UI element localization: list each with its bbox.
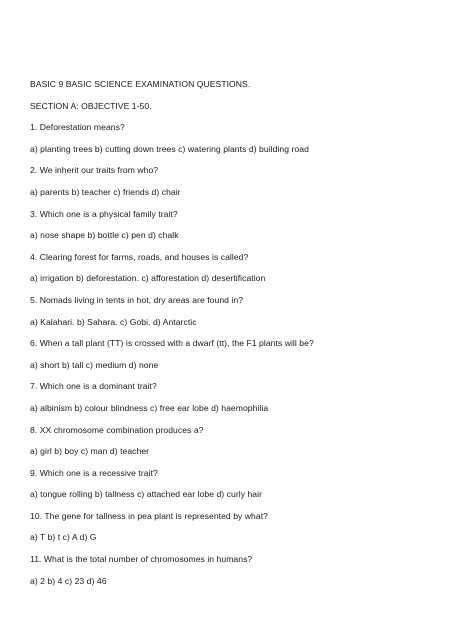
question-5: 5. Nomads living in tents in hot, dry areas are found in? <box>30 294 244 305</box>
options-2: a) parents b) teacher c) friends d) chair <box>30 186 181 197</box>
document-content <box>30 79 460 597</box>
section-heading: SECTION A: OBJECTIVE 1-50. <box>30 100 152 111</box>
question-10: 10. The gene for tallness in pea plant is represented by what? <box>30 510 268 521</box>
options-11: a) 2 b) 4 c) 23 d) 46 <box>30 575 107 586</box>
options-7: a) albinism b) colour blindness c) free ear lobe d) haemophilia <box>30 402 269 413</box>
question-9: 9. Which one is a recessive trait? <box>30 467 158 478</box>
options-10: a) T b) t c) A d) G <box>30 532 97 543</box>
question-1: 1. Deforestation means? <box>30 122 125 133</box>
question-7: 7. Which one is a dominant trait? <box>30 381 157 392</box>
options-3: a) nose shape b) bottle c) pen d) chalk <box>30 230 179 241</box>
question-4: 4. Clearing forest for farms, roads, and houses is called? <box>30 251 249 262</box>
question-11: 11. What is the total number of chromosomes in humans? <box>30 554 253 565</box>
options-5: a) Kalahari. b) Sahara. c) Gobi. d) Antarctic <box>30 316 197 327</box>
question-6: 6. When a tall plant (TT) is crossed with a dwarf (tt), the F1 plants will be? <box>30 338 314 349</box>
options-1: a) planting trees b) cutting down trees c) watering plants d) building road <box>30 143 309 154</box>
question-8: 8. XX chromosome combination produces a? <box>30 424 204 435</box>
options-9: a) tongue rolling b) tallness c) attached ear lobe d) curly hair <box>30 489 263 500</box>
options-6: a) short b) tall c) medium d) none <box>30 359 159 370</box>
question-3: 3. Which one is a physical family trait? <box>30 208 178 219</box>
document-title: BASIC 9 BASIC SCIENCE EXAMINATION QUESTIONS. <box>30 79 251 89</box>
options-8: a) girl b) boy c) man d) teacher <box>30 446 150 457</box>
question-2: 2. We inherit our traits from who? <box>30 165 159 176</box>
options-4: a) irrigation b) deforestation. c) afforestation d) desertification <box>30 273 266 284</box>
